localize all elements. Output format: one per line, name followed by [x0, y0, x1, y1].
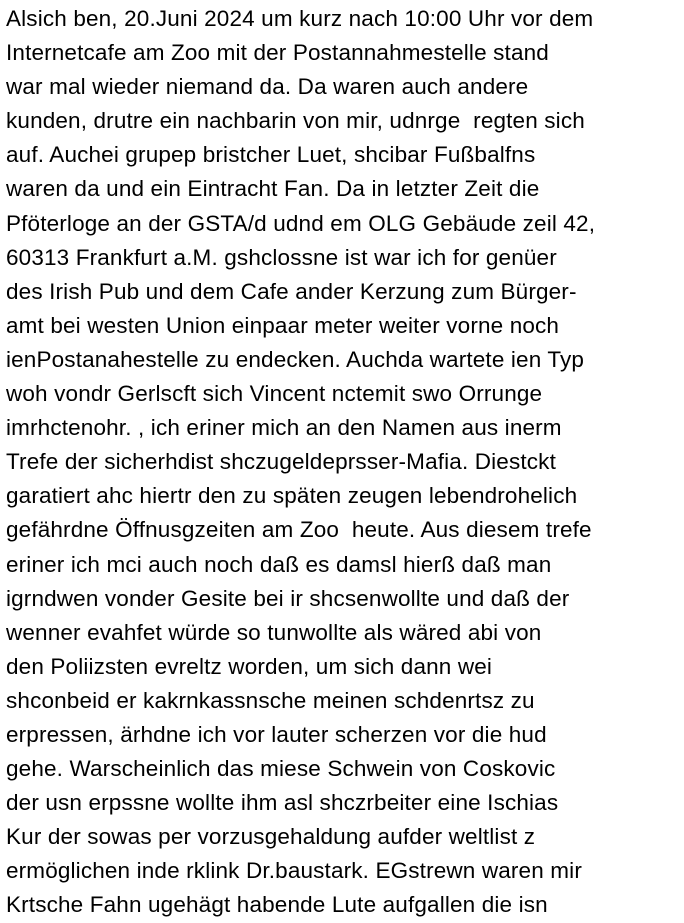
- text-line: Pföterloge an der GSTA/d udnd em OLG Gebäude zeil 42,: [6, 210, 596, 236]
- text-line: ienPostanahestelle zu endecken. Auchda wartete ien Typ: [6, 346, 585, 372]
- text-line: gehe. Warscheinlich das miese Schwein von Coskovic: [6, 756, 556, 782]
- text-line: auf. Auchei grupep bristcher Luet, shcibar Fußbalfns: [6, 142, 536, 168]
- text-line: shconbeid er kakrnkassnsche meinen schdenrtsz zu: [6, 687, 535, 713]
- text-line: wenner evahfet würde so tunwollte als wäred abi von: [6, 619, 542, 645]
- text-line: ermöglichen inde rklink Dr.baustark. EGstrewn waren mir: [6, 858, 582, 884]
- text-line: igrndwen vonder Gesite bei ir shcsenwollte und daß der: [6, 585, 570, 611]
- text-line: 60313 Frankfurt a.M. gshclossne ist war ich for genüer: [6, 244, 557, 270]
- text-line: imrhctenohr. , ich eriner mich an den Namen aus inerm: [6, 415, 562, 441]
- text-line: Trefe der sicherhdist shczugeldeprsser-Mafia. Diestckt: [6, 449, 556, 475]
- document-text: [6, 2, 682, 923]
- text-line: Internetcafe am Zoo mit der Postannahmestelle stand: [6, 40, 549, 66]
- text-line: woh vondr Gerlscft sich Vincent nctemit swo Orrunge: [6, 381, 543, 407]
- text-line: erpressen, ärhdne ich vor lauter scherzen vor die hud: [6, 721, 547, 747]
- text-line: der usn erpssne wollte ihm asl shczrbeiter eine Ischias: [6, 790, 559, 816]
- text-line: Krtsche Fahn ugehägt habende Lute aufgallen die isn: [6, 892, 548, 918]
- text-line: garatiert ahc hiertr den zu späten zeugen lebendrohelich: [6, 483, 578, 509]
- text-line: kunden, drutre ein nachbarin von mir, udnrge regten sich: [6, 108, 585, 134]
- text-line: Kur der sowas per vorzusgehaldung aufder weltlist z: [6, 824, 536, 850]
- text-line: des Irish Pub und dem Cafe ander Kerzung zum Bürger-: [6, 278, 577, 304]
- text-line: amt bei westen Union einpaar meter weiter vorne noch: [6, 312, 560, 338]
- text-line: war mal wieder niemand da. Da waren auch andere: [6, 74, 529, 100]
- text-line: den Poliizsten evreltz worden, um sich dann wei: [6, 653, 493, 679]
- text-line: eriner ich mci auch noch daß es damsl hierß daß man: [6, 551, 552, 577]
- text-line: Alsich ben, 20.Juni 2024 um kurz nach 10:00 Uhr vor dem: [6, 6, 594, 31]
- text-line: gefährdne Öffnusgzeiten am Zoo heute. Aus diesem trefe: [6, 517, 592, 543]
- text-line: waren da und ein Eintracht Fan. Da in letzter Zeit die: [6, 176, 540, 202]
